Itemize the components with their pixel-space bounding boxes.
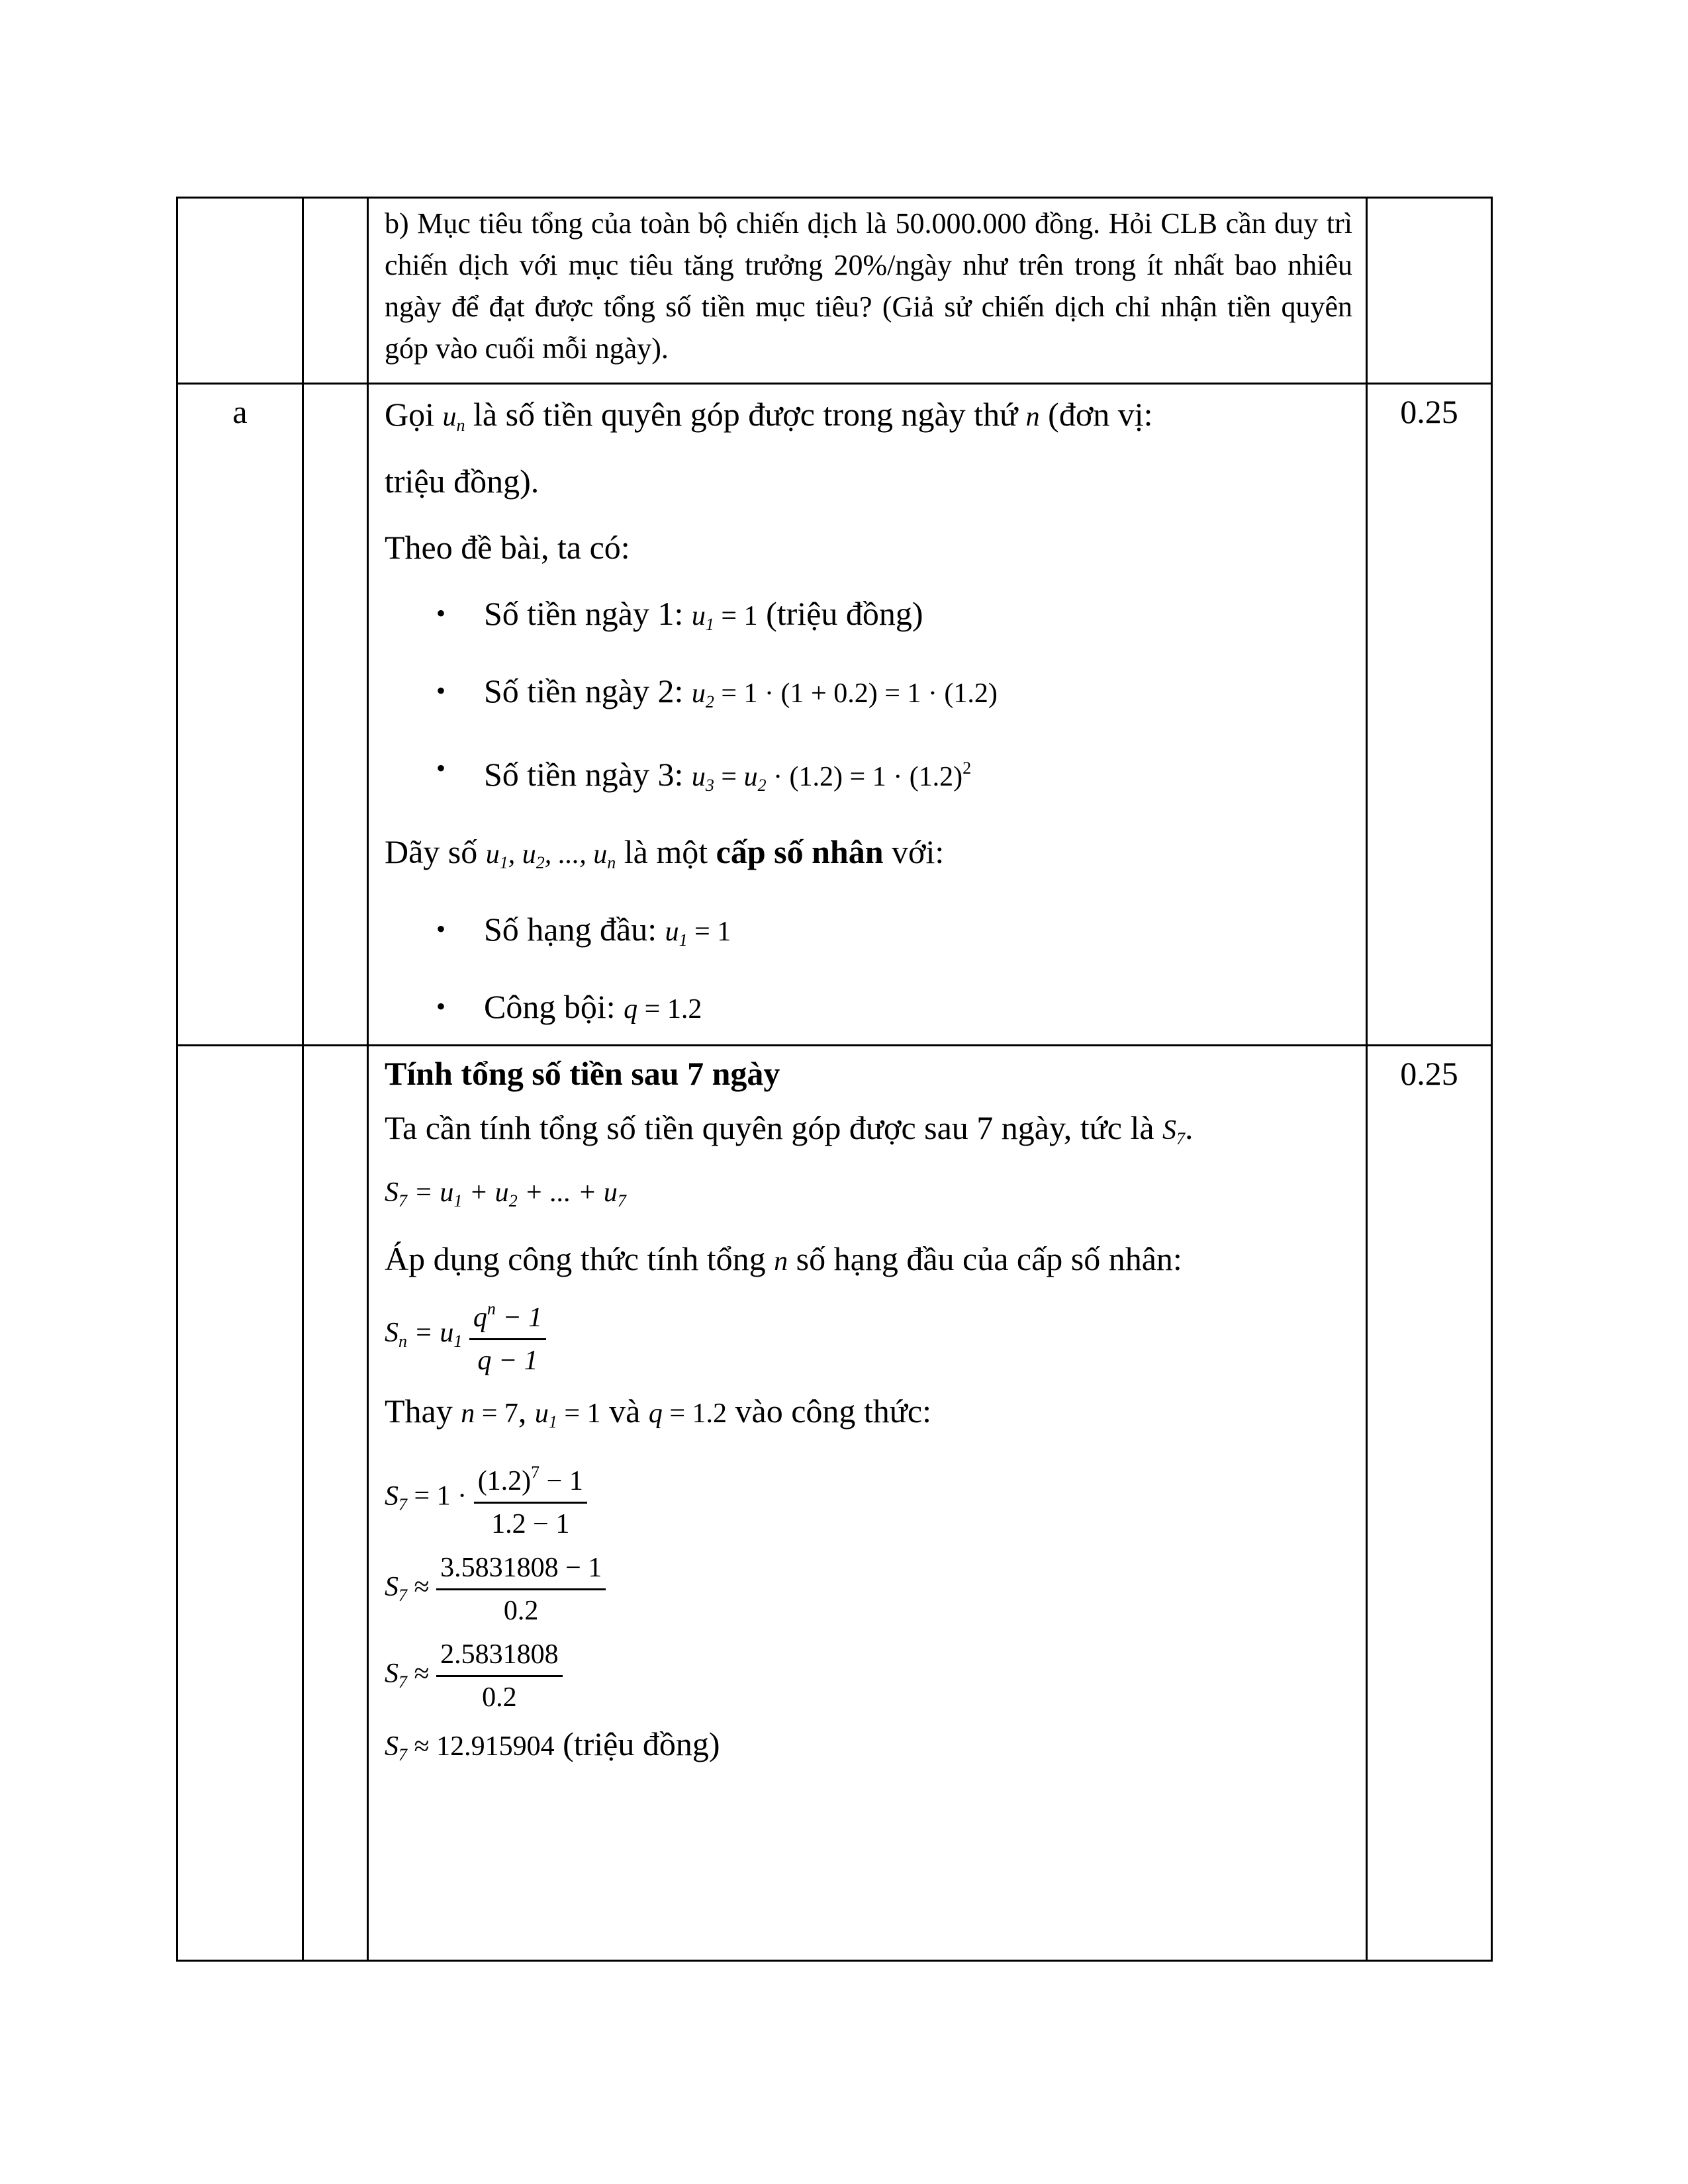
score-b: 0.25 [1367,1046,1492,1961]
list-item: • Số hạng đầu: $u_1 = 1$ [385,909,1352,961]
table-row [177,1046,1492,1961]
table-row [177,198,1492,384]
list-item: • Số tiền ngày 3: $u_3 = u_2 \cdot (1.2) = 1 \cdot (1.2)^2$ [385,748,1352,806]
result-value: 12.915904 [436,1731,555,1762]
list-item: • Số tiền ngày 1: $u_1 = 1$ (triệu đồng) [385,593,1352,645]
given-line: Theo đề bài, ta có: [385,529,630,566]
row-label-a: a [177,384,303,1046]
question-b-text: b) Mục tiêu tổng của toàn bộ chiến dịch là 50.000.000 đồng. Hỏi CLB cần duy trì chiến dịch với mục tiêu tăng trưởng 20%/ngày như trên trong ít nhất bao nhiêu ngày để đạt được tổng số tiền mục tiêu? (Giả sử chiến dịch chỉ nhận tiền quyên góp vào cuối mỗi ngày). [368,198,1367,384]
label-cell [177,1046,303,1961]
solution-a: Gọi $u_n$ là số tiền quyên góp được trong ngày thứ n (đơn vị: triệu đồng). Theo đề bài, ta có: • Số tiền ngày 1: $u_1 = 1$ (triệu đồng) • Số tiền ngày 2: $u_2 = 1 \cdot (1 + 0.2) = 1 \cdot (1.2)$ • Số tiền ngày 3: $u_3 = u_2 \cdot (1.2) = 1 \cdot (1.2)^2$ Dãy số $u_1$, $u_2$, ..., $u_n$ là một cấp số nhân với: • Số hạng đầu: $u_1 = 1$ • Công bội: q = 1.2 [368,384,1367,1046]
sub-label-cell [303,1046,368,1961]
table-row [177,384,1492,1046]
section-heading: Tính tổng số tiền sau 7 ngày [385,1055,780,1092]
unit-line: triệu đồng). [385,463,539,500]
label-cell [177,198,303,384]
score-cell [1367,198,1492,384]
answer-table [176,197,1493,1962]
sub-label-cell [303,198,368,384]
list-item: • Số tiền ngày 2: $u_2 = 1 \cdot (1 + 0.2) = 1 \cdot (1.2)$ [385,670,1352,723]
geometric-sequence-term: cấp số nhân [716,833,884,870]
score-a: 0.25 [1367,384,1492,1046]
solution-sum: Tính tổng số tiền sau 7 ngày Ta cần tính tổng số tiền quyên góp được sau 7 ngày, tức là $S_7$. $S_7 = u_1 + u_2$ + ... + $u_7$ Áp dụng công thức tính tổng n số hạng đầu của cấp số nhân: $S_n = u_1$ $\frac{q^n - 1}{q - 1}$ Thay n = 7, $u_1 = 1$ và q = 1.2 vào công thức: $S_7 = 1$ · $\frac{(1.2)^7 - 1}{1.2 - 1}$ $S_7$ ≈ $\frac{3.5831808 - 1}{0.2}$ $S_7$ ≈ $\frac{2.5831808}{0.2}$ $S_7 \approx 12.915904$ (triệu đồng) [368,1046,1367,1961]
sub-label-cell [303,384,368,1046]
list-item: • Công bội: q = 1.2 [385,986,1352,1030]
days-list [385,593,1352,806]
properties-list [385,909,1352,1030]
result-unit: (triệu đồng) [563,1725,720,1762]
